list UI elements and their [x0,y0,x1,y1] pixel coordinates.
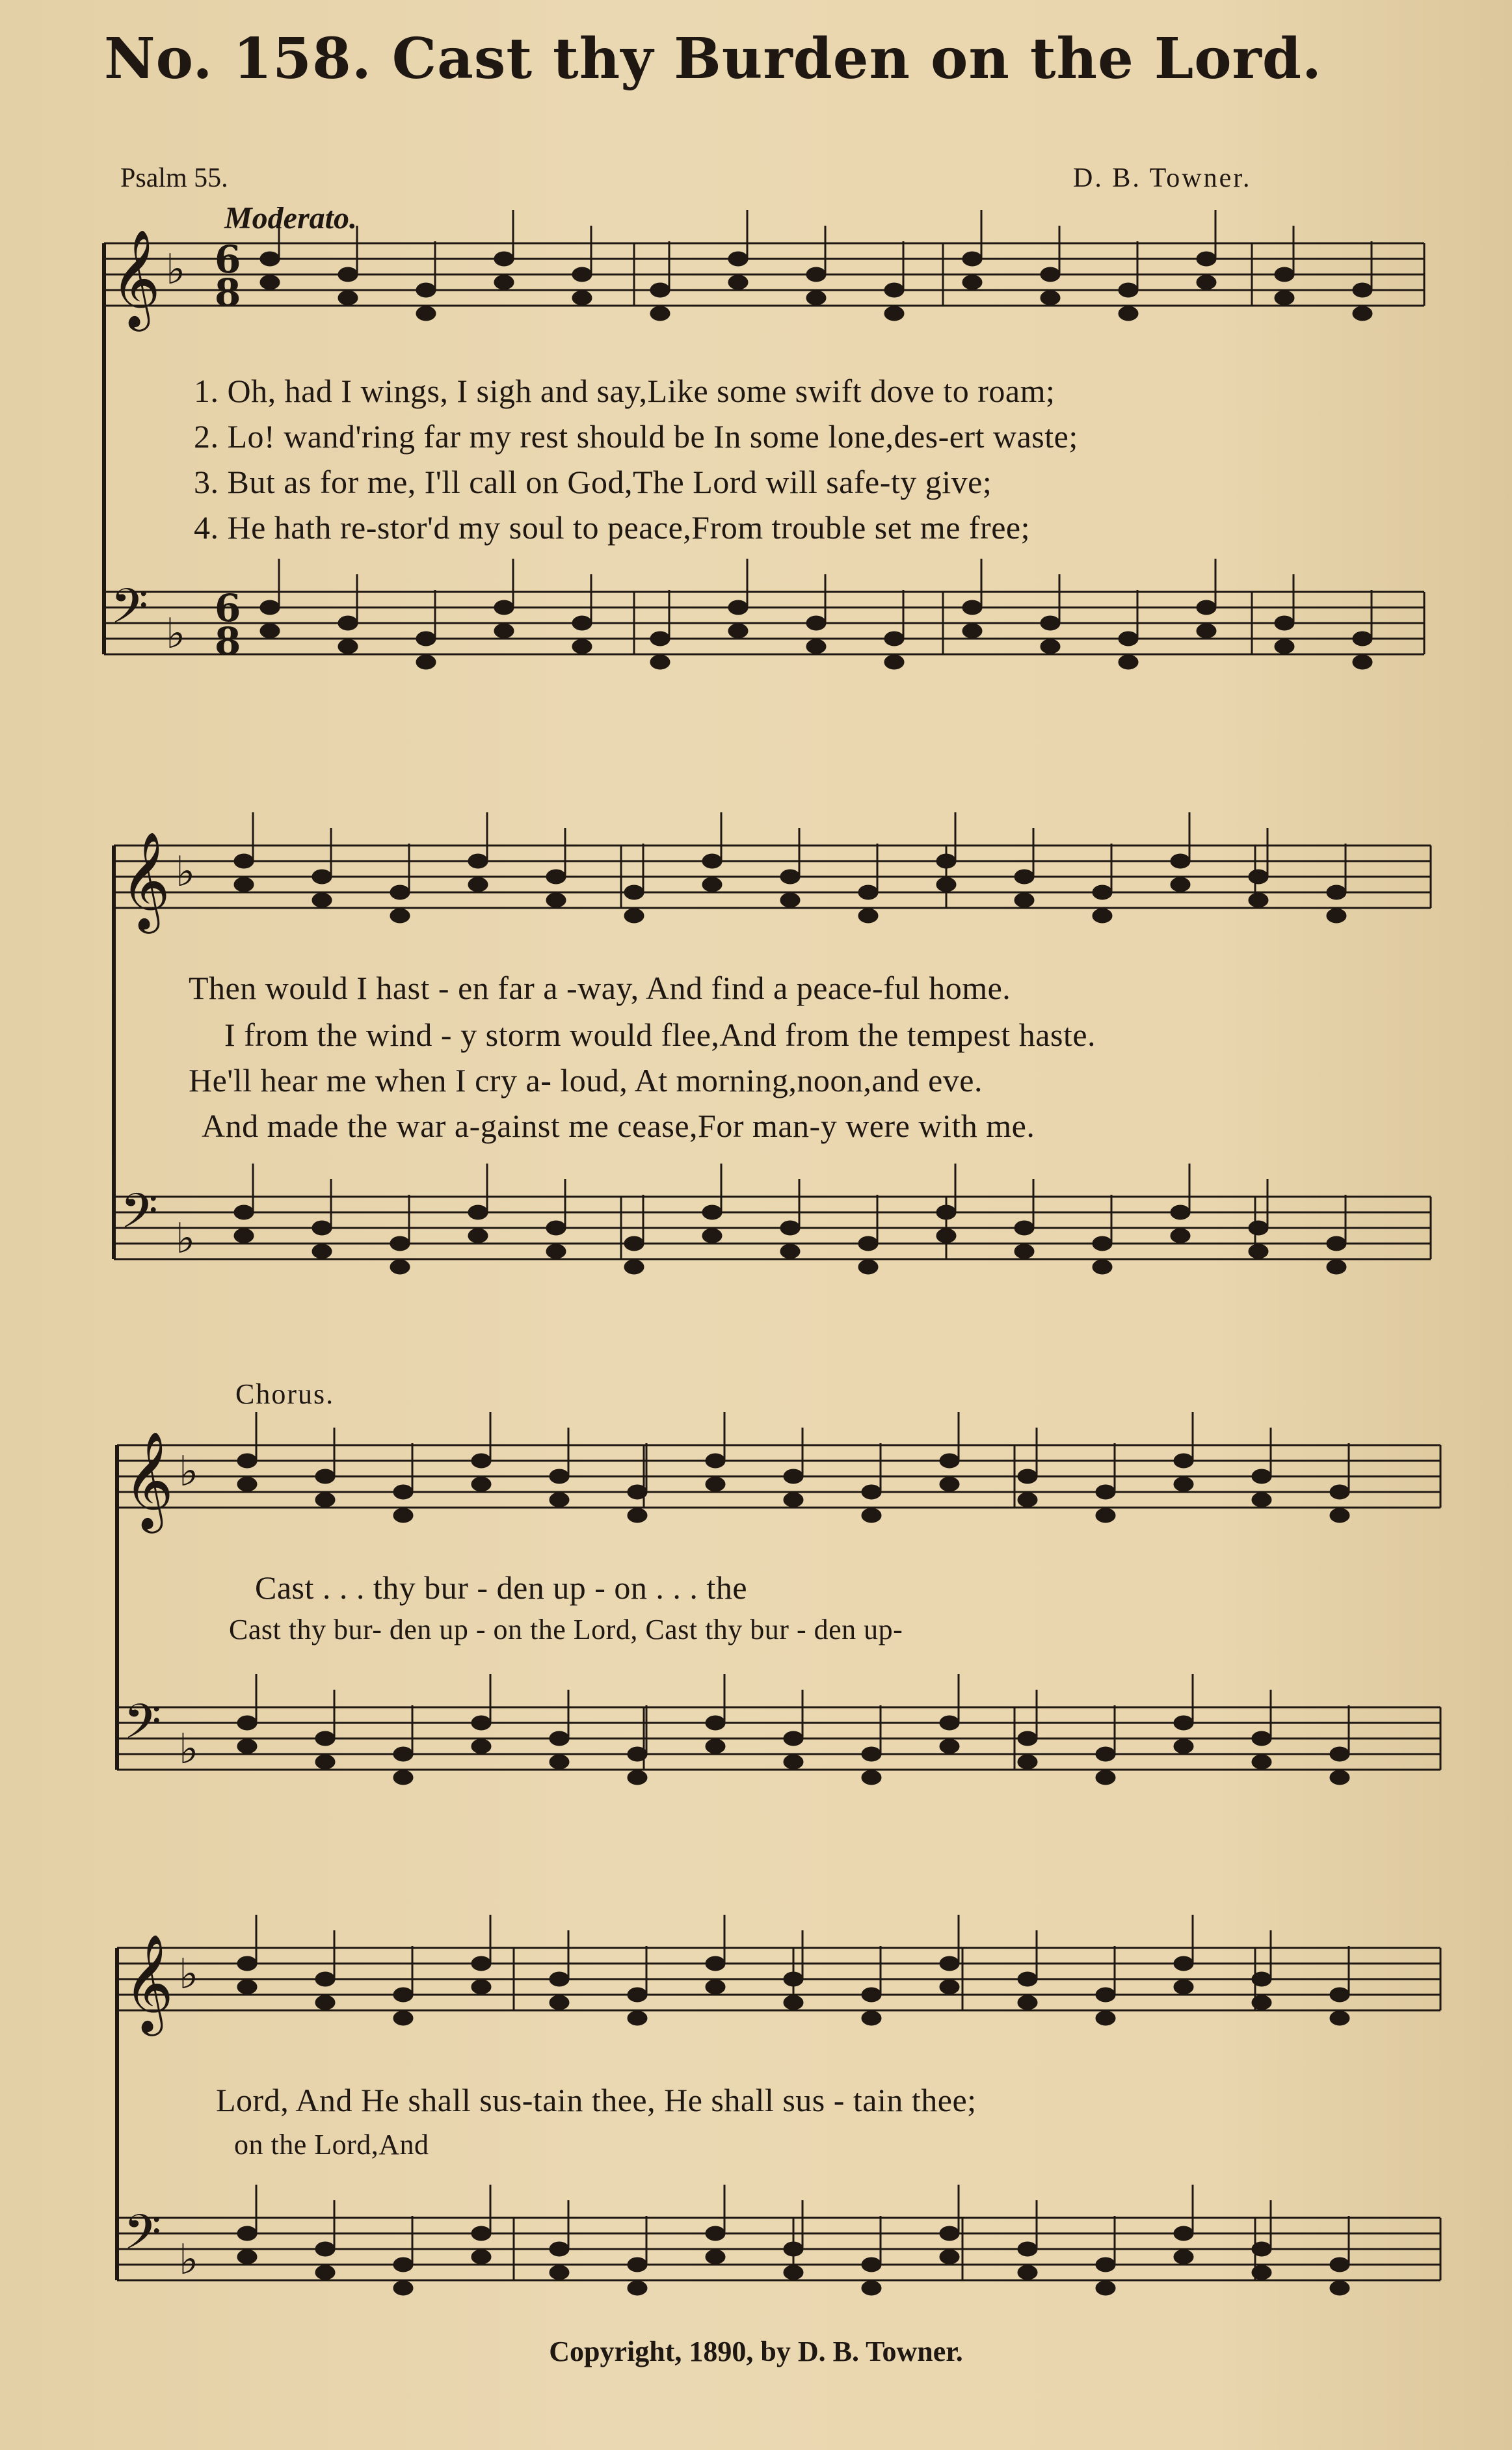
note-head [234,877,254,892]
note-head [1353,306,1372,321]
note-head [315,1469,335,1484]
note-head [1197,624,1216,638]
bass-time-numerator: 6 [215,586,241,630]
note-head [862,1770,881,1785]
note-head [1330,2011,1349,2025]
note-head [784,2265,803,2280]
note-head [1018,1469,1037,1484]
note-head [494,624,514,638]
treble-clef-icon: 𝄞 [124,1430,174,1529]
note-head [390,885,410,899]
note-head [862,1747,881,1761]
note-head [702,1205,722,1219]
note-head [471,1477,491,1491]
note-head [1096,1485,1115,1499]
note-head [728,600,748,615]
note-head [1174,2226,1193,2241]
bass-clef-icon: 𝄢 [111,578,148,646]
treble-clef-icon: 𝄞 [120,831,170,929]
note-head [940,1454,959,1468]
note-head [706,1477,725,1491]
note-head [884,283,904,297]
note-head [1041,291,1060,305]
note-head [471,1454,491,1468]
note-head [1327,885,1346,899]
note-head [884,306,904,321]
note-head [1330,1770,1349,1785]
note-head [315,1493,335,1507]
note-head [784,1469,803,1484]
chorus-line-2-lower: on the Lord,And [234,2129,429,2161]
note-head [393,2281,413,2295]
note-head [1041,639,1060,654]
note-head [471,2226,491,2241]
note-head [393,1747,413,1761]
note-head [1330,1508,1349,1523]
note-head [1018,1755,1037,1769]
note-head [706,1739,725,1753]
note-head [624,885,644,899]
note-head [1330,1747,1349,1761]
flat-icon: ♭ [179,1448,199,1496]
note-head [940,2250,959,2264]
note-head [237,1477,257,1491]
note-head [416,283,436,297]
note-head [940,1956,959,1971]
note-head [1015,870,1034,884]
note-head [628,2257,647,2272]
note-head [237,2250,257,2264]
note-head [393,1508,413,1523]
bass-clef-icon: 𝄢 [120,1183,158,1251]
note-head [312,1244,332,1258]
chorus-line-1-lower: Cast thy bur- den up - on the Lord, Cast thy bur - den up- [229,1614,903,1645]
note-head [936,1205,956,1219]
note-head [780,893,800,907]
note-head [940,1739,959,1753]
note-head [1174,1980,1193,1994]
note-head [312,893,332,907]
note-head [702,877,722,892]
note-head [728,275,748,289]
note-head [884,632,904,646]
note-head [471,1739,491,1753]
treble-time-denominator: 8 [215,271,241,315]
verse-2-line-2: I from the wind - y storm would flee,And from the tempest haste. [224,1017,1096,1053]
note-head [1171,1229,1190,1243]
note-head [806,267,826,282]
note-head [1353,655,1372,669]
note-head [1174,1716,1193,1730]
note-head [862,2011,881,2025]
note-head [550,1731,569,1746]
note-head [237,1739,257,1753]
flat-icon: ♭ [176,848,196,896]
note-head [550,2265,569,2280]
note-head [550,1995,569,2010]
note-head [1171,1205,1190,1219]
note-head [784,1731,803,1746]
note-head [237,1956,257,1971]
verse-2-line-1: 2. Lo! wand'ring far my rest should be In some lone,des-ert waste; [194,418,1078,455]
note-head [468,854,488,868]
note-head [1249,870,1268,884]
note-head [624,1260,644,1274]
note-head [706,2250,725,2264]
note-head [1093,1260,1112,1274]
note-head [1096,2281,1115,2295]
note-head [546,1221,566,1235]
note-head [1018,2242,1037,2256]
note-head [1041,616,1060,630]
note-head [338,616,358,630]
note-head [784,2242,803,2256]
flat-icon: ♭ [179,2236,199,2284]
flat-icon: ♭ [176,1215,196,1263]
note-head [1174,1477,1193,1491]
note-head [706,1454,725,1468]
note-head [628,2011,647,2025]
note-head [962,275,982,289]
copyright-notice: Copyright, 1890, by D. B. Towner. [549,2336,963,2367]
note-head [315,1755,335,1769]
note-head [260,252,280,266]
note-head [1096,1747,1115,1761]
note-head [550,1493,569,1507]
note-head [1174,1739,1193,1753]
note-head [546,893,566,907]
note-head [1249,1244,1268,1258]
note-head [1327,1260,1346,1274]
note-head [624,1236,644,1251]
note-head [706,1716,725,1730]
note-head [1197,600,1216,615]
note-head [1119,632,1138,646]
note-head [862,2281,881,2295]
note-head [936,1229,956,1243]
note-head [1252,2265,1271,2280]
note-head [650,632,670,646]
note-head [312,1221,332,1235]
note-head [784,1972,803,1986]
note-head [780,870,800,884]
bass-clef-icon: 𝄢 [124,1694,161,1762]
note-head [1096,2257,1115,2272]
note-head [706,1956,725,1971]
note-head [471,1716,491,1730]
flat-icon: ♭ [166,246,186,294]
note-head [784,1755,803,1769]
note-head [702,1229,722,1243]
note-head [1018,1972,1037,1986]
note-head [1096,2011,1115,2025]
note-head [862,1485,881,1499]
hymn-title: No. 158. Cast thy Burden on the Lord. [104,26,1322,92]
note-head [260,600,280,615]
note-head [1174,1454,1193,1468]
note-head [1093,909,1112,923]
note-head [1353,283,1372,297]
note-head [1096,1770,1115,1785]
note-head [393,2257,413,2272]
note-head [784,1995,803,2010]
note-head [862,1508,881,1523]
note-head [1015,1244,1034,1258]
note-head [390,909,410,923]
note-head [962,624,982,638]
note-head [572,639,592,654]
note-head [858,1260,878,1274]
flat-icon: ♭ [166,610,186,658]
note-head [471,1980,491,1994]
text-source: Psalm 55. [120,163,228,193]
note-head [806,291,826,305]
note-head [1330,1485,1349,1499]
note-head [650,283,670,297]
note-head [390,1260,410,1274]
note-head [393,1770,413,1785]
note-head [1252,1493,1271,1507]
note-head [1119,306,1138,321]
note-head [624,909,644,923]
note-head [884,655,904,669]
verse-3-line-2: He'll hear me when I cry a- loud, At morning,noon,and eve. [189,1062,983,1099]
note-head [1275,639,1294,654]
note-head [468,877,488,892]
note-head [1252,1972,1271,1986]
note-head [784,1493,803,1507]
verse-4-line-1: 4. He hath re-stor'd my soul to peace,From trouble set me free; [194,509,1030,546]
verse-4-line-2: And made the war a-gainst me cease,For man-y were with me. [202,1108,1035,1144]
note-head [858,885,878,899]
note-head [1093,885,1112,899]
note-head [858,1236,878,1251]
note-head [706,1980,725,1994]
note-head [962,600,982,615]
note-head [416,632,436,646]
note-head [237,1716,257,1730]
note-head [728,624,748,638]
note-head [550,2242,569,2256]
note-head [1353,632,1372,646]
note-head [940,1716,959,1730]
note-head [572,267,592,282]
note-head [315,1995,335,2010]
note-head [1119,283,1138,297]
note-head [862,2257,881,2272]
note-head [1015,1221,1034,1235]
note-head [237,1980,257,1994]
note-head [1252,1469,1271,1484]
verse-3-line-1: 3. But as for me, I'll call on God,The Lord will safe-ty give; [194,464,992,500]
note-head [1330,1988,1349,2002]
note-head [1327,1236,1346,1251]
note-head [546,870,566,884]
chorus-line-2-upper: Lord, And He shall sus-tain thee, He shall sus - tain thee; [216,2082,977,2118]
verse-1-line-1: 1. Oh, had I wings, I sigh and say,Like some swift dove to roam; [194,373,1055,409]
note-head [1327,909,1346,923]
note-head [237,1454,257,1468]
note-head [572,616,592,630]
note-head [260,624,280,638]
note-head [234,1229,254,1243]
note-head [1096,1988,1115,2002]
note-head [546,1244,566,1258]
note-head [494,252,514,266]
note-head [936,854,956,868]
note-head [315,2265,335,2280]
note-head [1197,252,1216,266]
chorus-line-1-upper: Cast . . . thy bur - den up - on . . . the [255,1569,748,1606]
note-head [628,2281,647,2295]
note-head [315,2242,335,2256]
note-head [628,1770,647,1785]
note-head [940,1477,959,1491]
note-head [702,854,722,868]
note-head [237,2226,257,2241]
note-head [572,291,592,305]
tempo-marking: Moderato. [224,201,357,235]
note-head [416,655,436,669]
note-head [1249,1221,1268,1235]
note-head [806,639,826,654]
note-head [650,655,670,669]
note-head [338,267,358,282]
note-head [468,1229,488,1243]
note-head [1093,1236,1112,1251]
note-head [1330,2281,1349,2295]
note-head [550,1972,569,1986]
note-head [1174,1956,1193,1971]
flat-icon: ♭ [179,1951,199,1999]
note-head [1275,616,1294,630]
note-head [390,1236,410,1251]
note-head [1015,893,1034,907]
note-head [706,2226,725,2241]
note-head [315,1972,335,1986]
note-head [628,1747,647,1761]
note-head [940,1980,959,1994]
note-head [1041,267,1060,282]
note-head [628,1508,647,1523]
note-head [1252,1755,1271,1769]
note-head [338,639,358,654]
note-head [1096,1508,1115,1523]
bass-time-denominator: 8 [215,619,241,663]
note-head [234,1205,254,1219]
note-head [1018,1731,1037,1746]
verse-1-line-2: Then would I hast - en far a -way, And find a peace-ful home. [189,970,1011,1006]
note-head [728,252,748,266]
note-head [1171,854,1190,868]
note-head [1252,1995,1271,2010]
note-head [471,1956,491,1971]
treble-time-numerator: 6 [215,237,241,282]
note-head [393,1988,413,2002]
note-head [315,1731,335,1746]
note-head [1018,1493,1037,1507]
bass-clef-icon: 𝄢 [124,2204,161,2272]
note-head [416,306,436,321]
note-head [234,854,254,868]
chorus-label: Chorus. [235,1378,335,1410]
treble-clef-icon: 𝄞 [124,1933,174,2032]
flat-icon: ♭ [179,1725,199,1774]
note-head [312,870,332,884]
note-head [650,306,670,321]
note-head [1330,2257,1349,2272]
note-head [471,2250,491,2264]
note-head [1249,893,1268,907]
note-head [1119,655,1138,669]
note-head [1197,275,1216,289]
note-head [1252,1731,1271,1746]
note-head [962,252,982,266]
note-head [940,2226,959,2241]
note-head [780,1244,800,1258]
note-head [338,291,358,305]
note-head [550,1755,569,1769]
note-head [1275,267,1294,282]
note-head [1252,2242,1271,2256]
note-head [260,275,280,289]
note-head [494,600,514,615]
treble-clef-icon: 𝄞 [111,228,161,327]
note-head [393,2011,413,2025]
note-head [468,1205,488,1219]
note-head [393,1485,413,1499]
note-head [858,909,878,923]
note-head [494,275,514,289]
note-head [1171,877,1190,892]
note-head [550,1469,569,1484]
composer-credit: D. B. Towner. [1073,163,1252,193]
note-head [1174,2250,1193,2264]
note-head [1018,1995,1037,2010]
note-head [862,1988,881,2002]
note-head [1018,2265,1037,2280]
note-head [1275,291,1294,305]
note-head [780,1221,800,1235]
note-head [936,877,956,892]
note-head [628,1988,647,2002]
note-head [806,616,826,630]
note-head [628,1485,647,1499]
